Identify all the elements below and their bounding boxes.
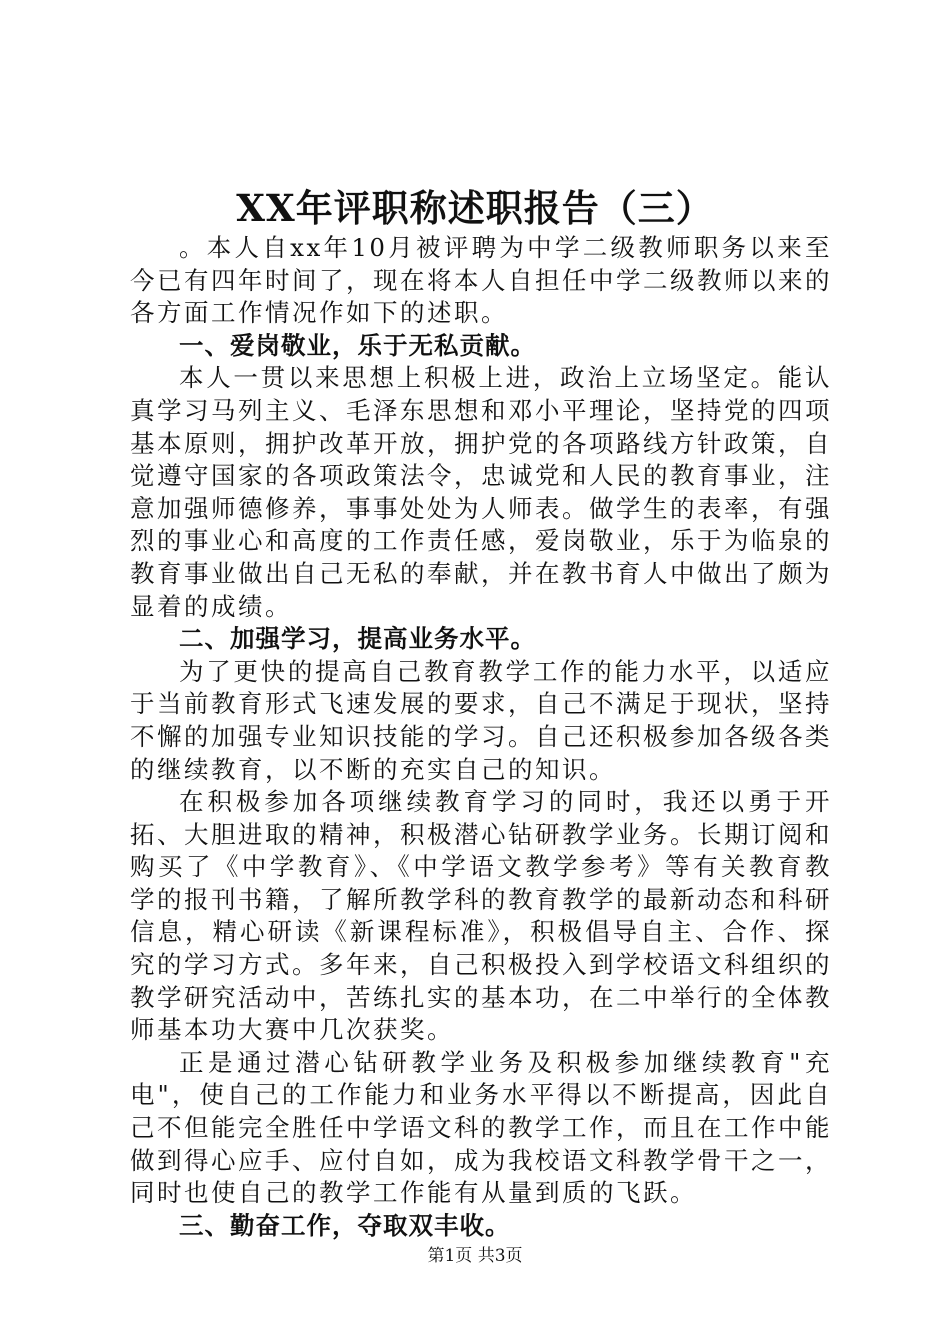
section-2-paragraph-1: 为了更快的提高自己教育教学工作的能力水平，以适应于当前教育形式飞速发展的要求，自己不满足于现状，坚持不懈的加强专业知识技能的学习。自己还积极参加各级各类的继续教育，以不断的充实自己的知识。 [130, 656, 832, 784]
document-body [130, 232, 832, 1242]
section-heading-3: 三、勤奋工作，夺取双丰收。 [179, 1210, 511, 1240]
section-2-paragraph-2: 在积极参加各项继续教育学习的同时，我还以勇于开拓、大胆进取的精神，积极潜心钻研教学业务。长期订阅和购买了《中学教育》、《中学语文教学参考》等有关教育教学的报刊书籍，了解所教学科的教育教学的最新动态和科研信息，精心研读《新课程标准》，积极倡导自主、合作、探究的学习方式。多年来，自己积极投入到学校语文科组织的教学研究活动中，苦练扎实的基本功，在二中举行的全体教师基本功大赛中几次获奖。 [130, 787, 832, 1045]
section-heading-1: 一、爱岗敬业，乐于无私贡献。 [179, 330, 536, 360]
section-2-paragraph-3: 正是通过潜心钻研教学业务及积极参加继续教育"充电"，使自己的工作能力和业务水平得以不断提高，因此自己不但能完全胜任中学语文科的教学工作，而且在工作中能做到得心应手、应付自如，成为我校语文科教学骨干之一，同时也使自己的教学工作能有从量到质的飞跃。 [130, 1047, 832, 1208]
intro-paragraph: 。本人自xx年10月被评聘为中学二级教师职务以来至今已有四年时间了，现在将本人自担任中学二级教师以来的各方面工作情况作如下的述职。 [130, 233, 832, 328]
document-title: XX年评职称述职报告（三） [236, 186, 714, 230]
section-1-paragraph: 本人一贯以来思想上积极上进，政治上立场坚定。能认真学习马列主义、毛泽东思想和邓小平理论，坚持党的四项基本原则，拥护改革开放，拥护党的各项路线方针政策，自觉遵守国家的各项政策法令，忠诚党和人民的教育事业，注意加强师德修养，事事处处为人师表。做学生的表率，有强烈的事业心和高度的工作责任感，爱岗敬业，乐于为临泉的教育事业做出自己无私的奉献，并在教书育人中做出了颇为显着的成绩。 [130, 363, 832, 621]
page-footer: 第1页 共3页 [427, 1246, 523, 1266]
section-heading-2: 二、加强学习，提高业务水平。 [179, 624, 536, 654]
